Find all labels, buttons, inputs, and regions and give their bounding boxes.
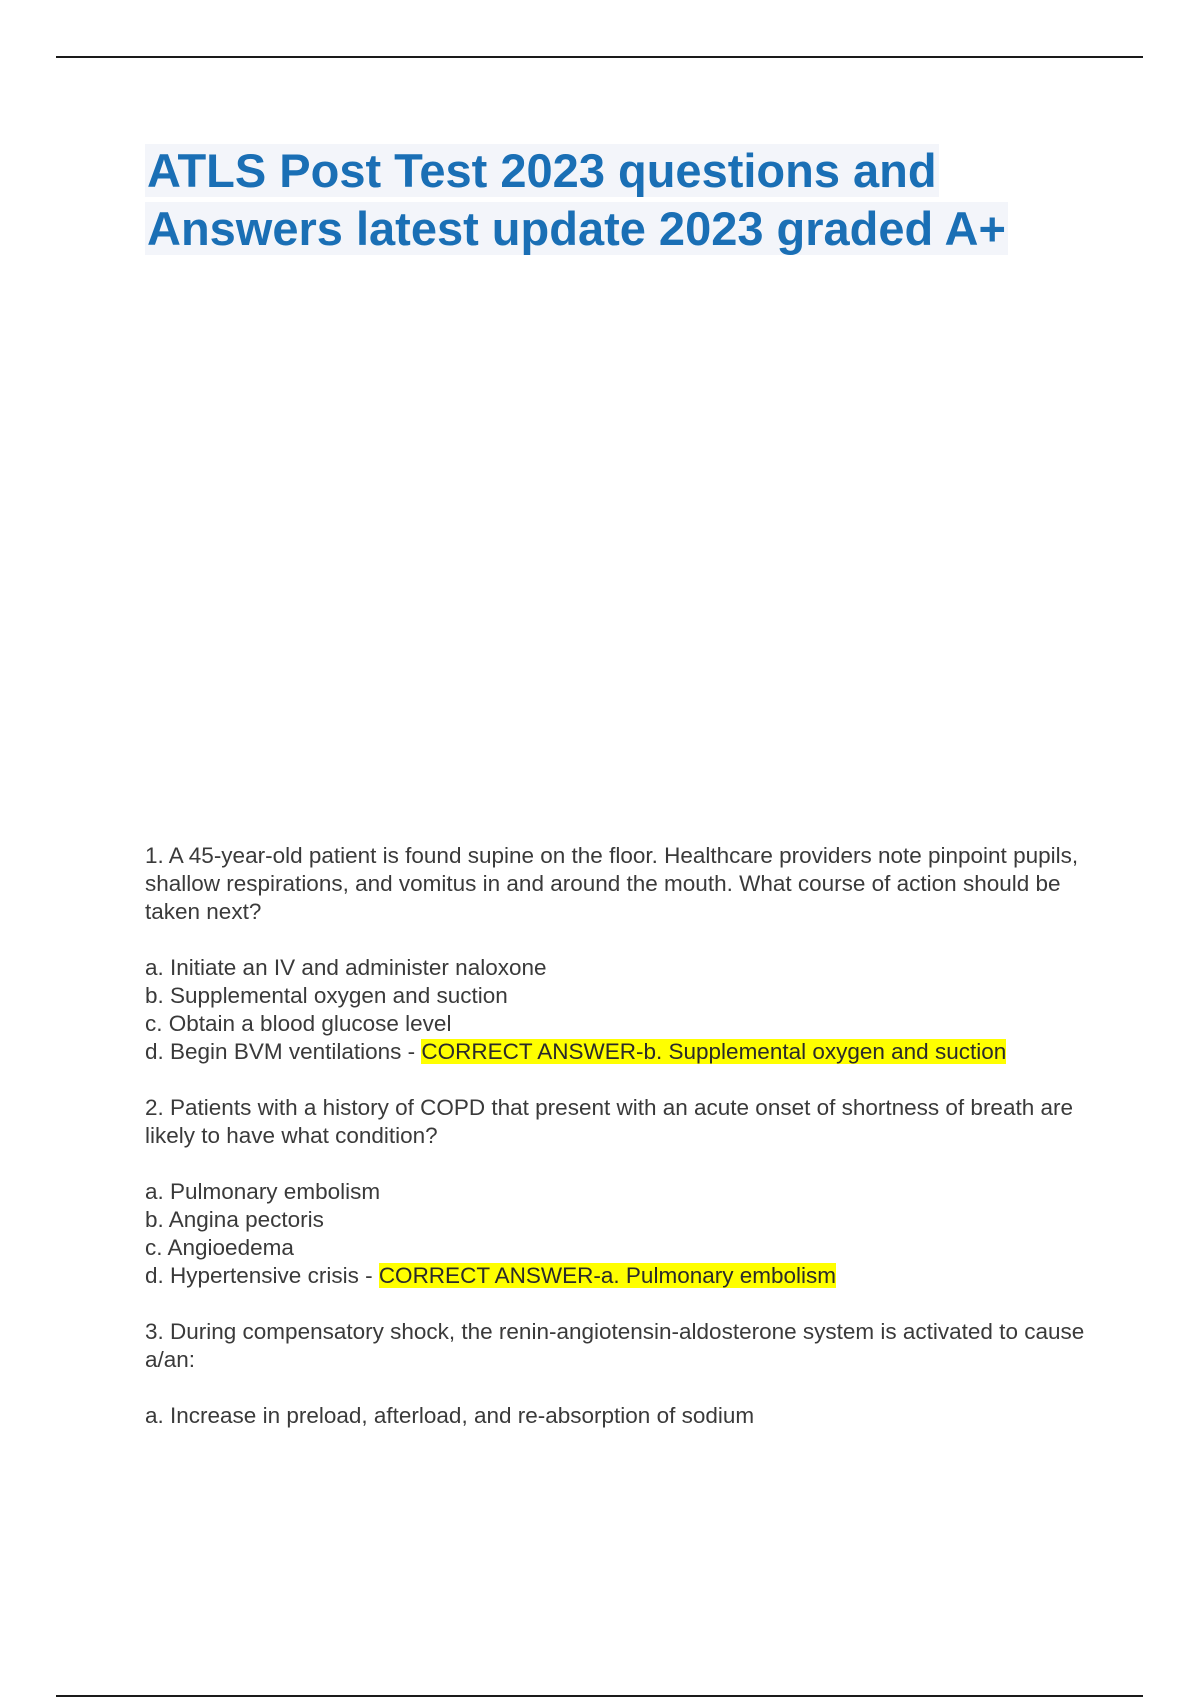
option-c: c. Angioedema [145,1235,294,1260]
option-a: a. Pulmonary embolism [145,1179,381,1204]
question-1 [145,842,1090,1066]
option-b: b. Supplemental oxygen and suction [145,983,508,1008]
correct-answer-highlight: CORRECT ANSWER-a. Pulmonary embolism [378,1263,836,1288]
question-2 [145,1094,1090,1290]
question-text: 2. Patients with a history of COPD that present with an acute onset of shortness of breath are likely to have what condition? [145,1095,1073,1148]
top-divider [56,56,1143,58]
option-d: d. Hypertensive crisis - [145,1263,379,1288]
question-text: 1. A 45-year-old patient is found supine on the floor. Healthcare providers note pinpoint pupils, shallow respirations, and vomitus in and around the mouth. What course of action should be taken next? [145,843,1079,924]
option-d-with-answer [145,1038,1090,1066]
document-title [145,142,1045,258]
questions-content [145,842,1090,1458]
correct-answer-highlight: CORRECT ANSWER-b. Supplemental oxygen and suction [421,1039,1007,1064]
option-a: a. Increase in preload, afterload, and re-absorption of sodium [145,1403,755,1428]
question-3 [145,1318,1090,1430]
bottom-divider [56,1695,1143,1697]
option-d: d. Begin BVM ventilations - [145,1039,422,1064]
option-d-with-answer [145,1262,1090,1290]
question-text: 3. During compensatory shock, the renin-angiotensin-aldosterone system is activated to cause a/an: [145,1319,1085,1372]
title-line-2: Answers latest update 2023 graded A+ [147,202,1006,255]
option-a: a. Initiate an IV and administer naloxone [145,955,547,980]
title-line-1: ATLS Post Test 2023 questions and [147,144,937,197]
option-c: c. Obtain a blood glucose level [145,1011,452,1036]
option-b: b. Angina pectoris [145,1207,324,1232]
